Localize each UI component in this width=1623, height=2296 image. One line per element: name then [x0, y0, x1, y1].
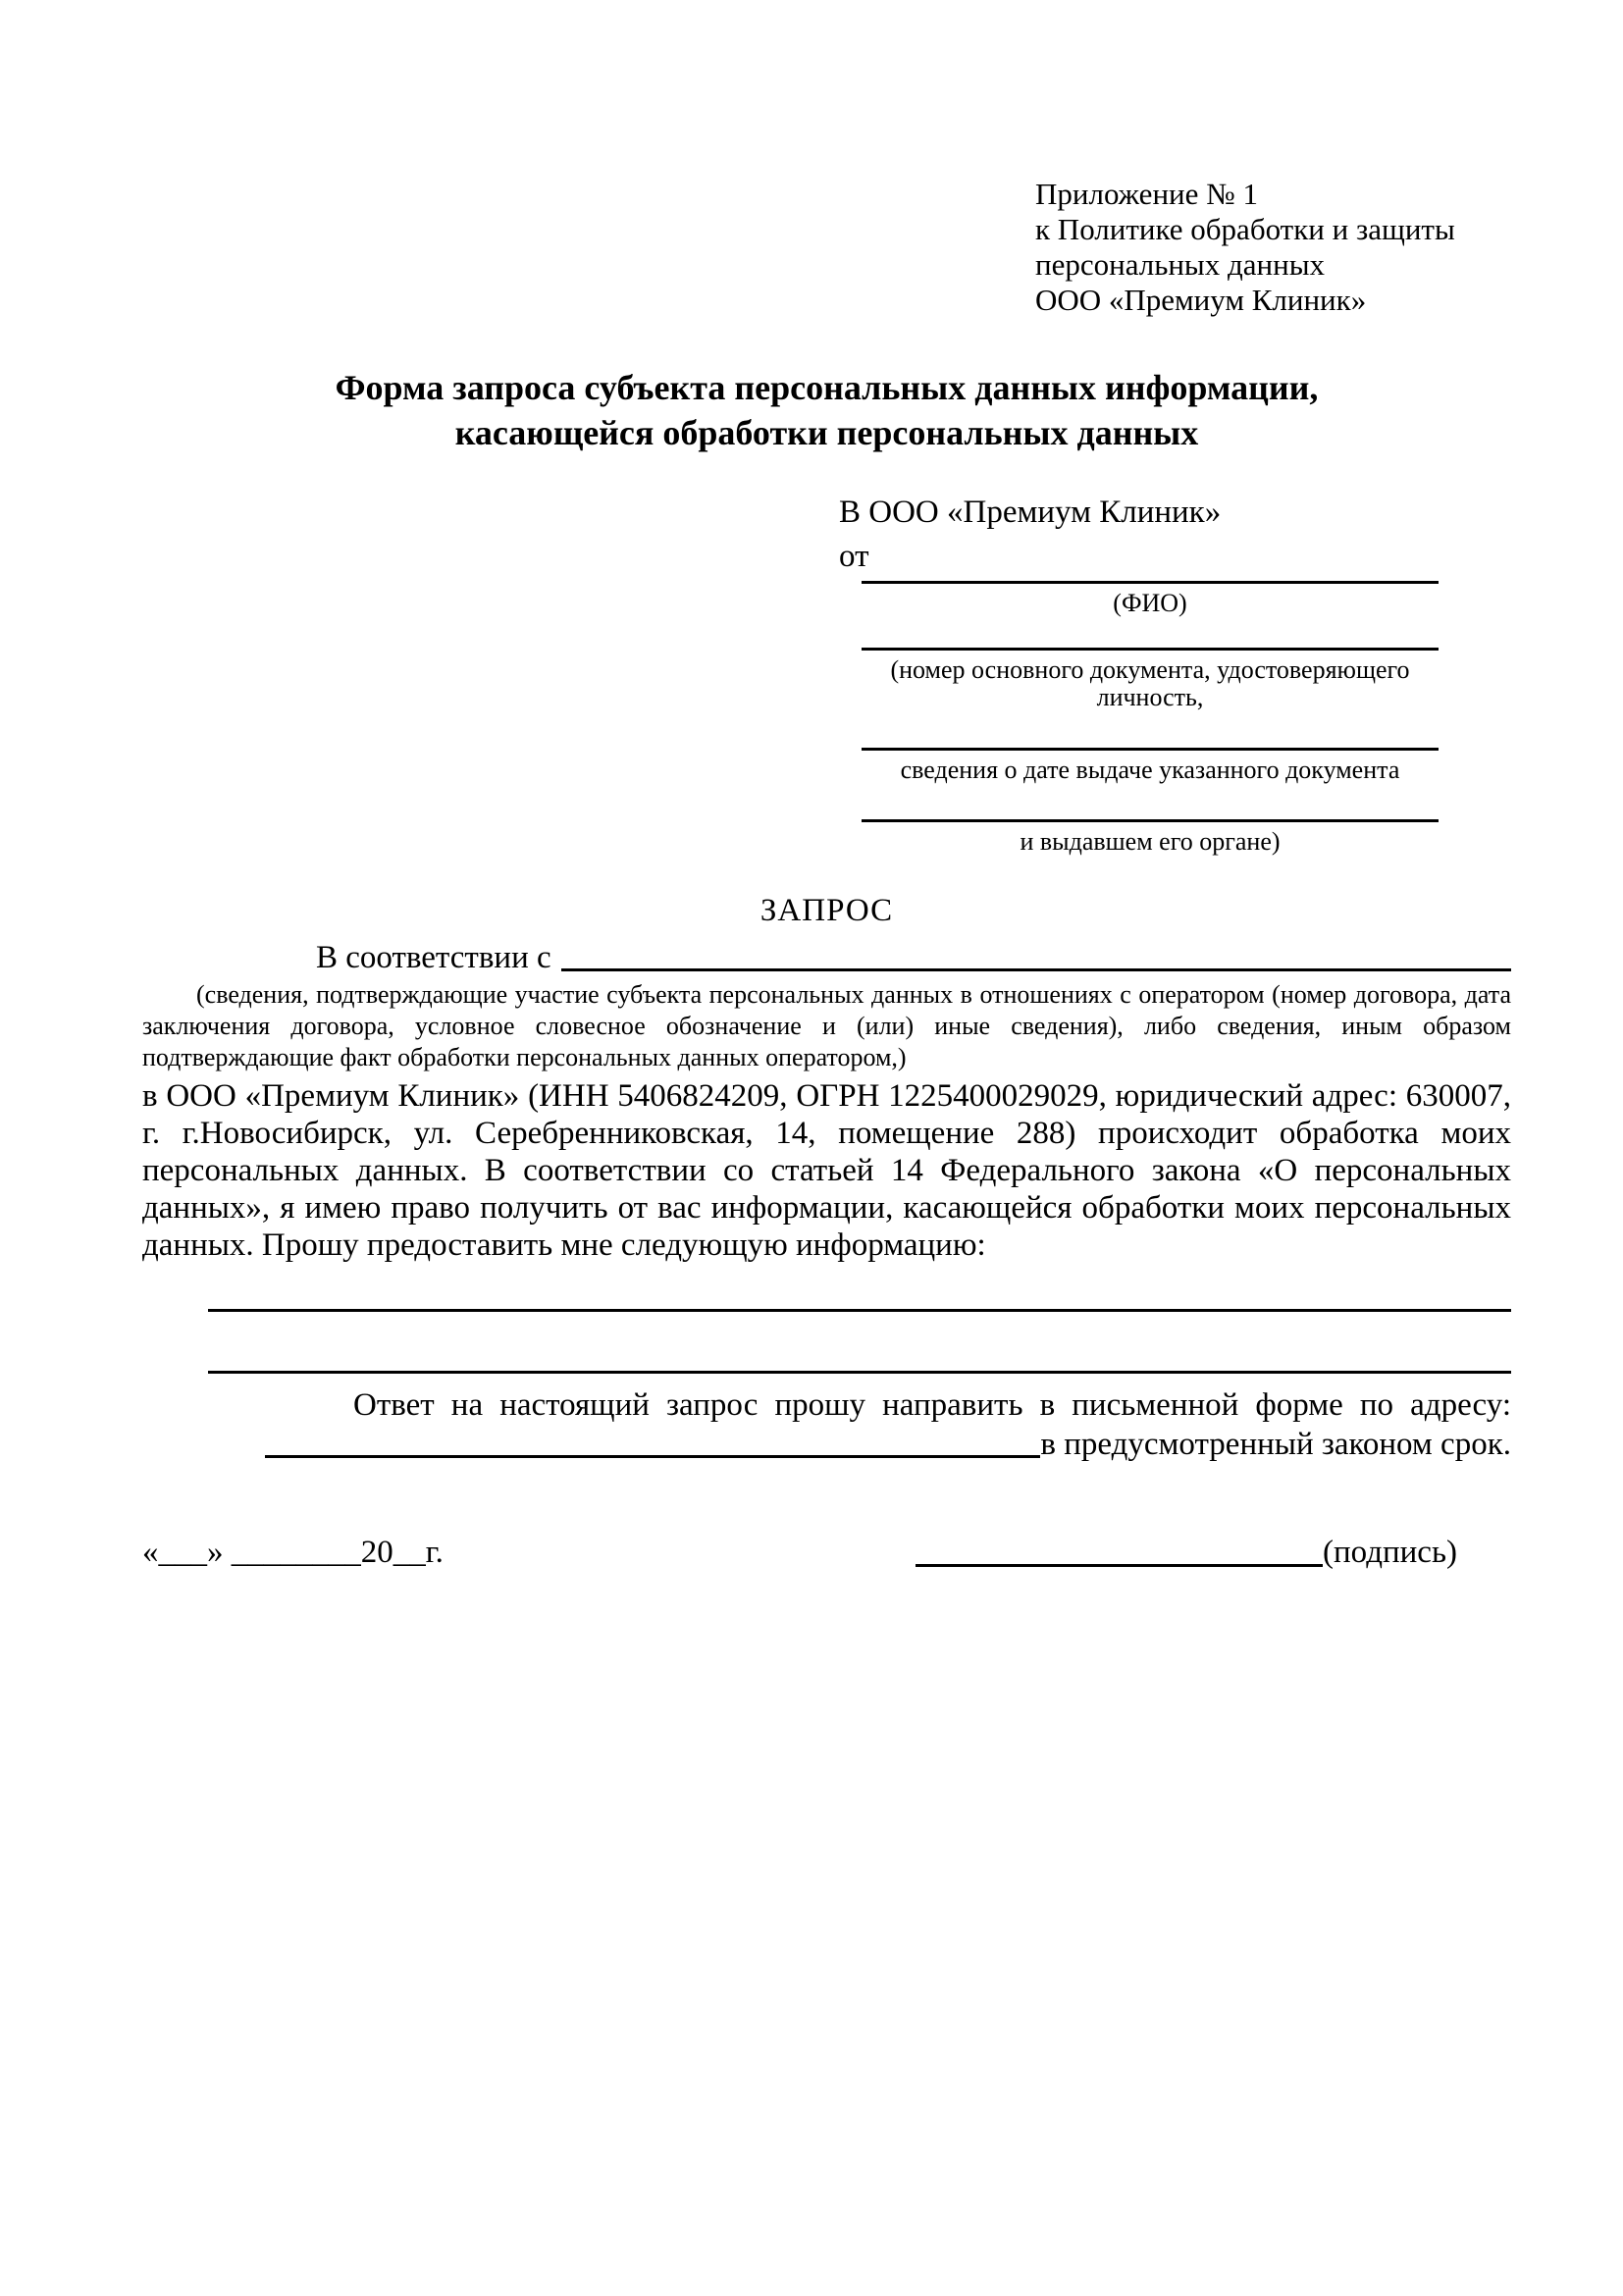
- document-content: [142, 0, 1511, 1572]
- accordance-blank-line: [561, 938, 1511, 971]
- issuing-authority-blank-line: [862, 819, 1439, 822]
- fio-blank-line: [862, 581, 1439, 584]
- fio-field: [862, 581, 1439, 617]
- accordance-prefix: В соответствии с: [316, 940, 551, 975]
- signature-blank-line: [916, 1564, 1323, 1567]
- addressee-block: [839, 491, 1447, 856]
- reply-term-spacer: [142, 1425, 255, 1464]
- appendix-line-4: ООО «Премиум Клиник»: [1035, 283, 1367, 317]
- issue-date-field: [862, 748, 1439, 784]
- document-title: [142, 365, 1511, 455]
- document-title-line-2: касающейся обработки персональных данных: [454, 413, 1199, 452]
- accordance-line: [142, 938, 1511, 977]
- request-heading: ЗАПРОС: [759, 893, 894, 928]
- signature-group: [916, 1533, 1457, 1572]
- document-title-line-1: Форма запроса субъекта персональных данных информации,: [335, 368, 1319, 407]
- document-number-caption: (номер основного документа, удостоверяющего личность,: [890, 655, 1410, 711]
- appendix-line-2: к Политике обработки и защиты: [1035, 212, 1455, 246]
- requested-info-blank-line-2: [208, 1371, 1511, 1374]
- date-signature-row: [142, 1533, 1511, 1572]
- addressee-from-label: от: [839, 539, 869, 574]
- appendix-line-3: персональных данных: [1035, 247, 1326, 282]
- reply-address-sentence: Ответ на настоящий запрос прошу направить в письменной форме по адресу:: [353, 1387, 1511, 1423]
- request-body-paragraph: в ООО «Премиум Клиник» (ИНН 5406824209, ОГРН 1225400029029, юридический адрес: 630007, г. г.Новосибирск, ул. Серебренниковская, 14, помещение 288) происходит обработка моих персональных данных. В соответствии со статьей 14 Федерального закона «О персональных данных», я имею право получить от вас информации, касающейся обработки моих персональных данных. Прошу предоставить мне следующую информацию:: [142, 1078, 1511, 1263]
- signature-caption: (подпись): [1323, 1535, 1457, 1570]
- document-number-blank-line: [862, 648, 1439, 651]
- date-blank: «___» ________20__г.: [142, 1535, 444, 1570]
- issuing-authority-caption: и выдавшем его органе): [1020, 827, 1281, 856]
- issue-date-blank-line: [862, 748, 1439, 751]
- addressee-to: В ООО «Премиум Клиник»: [839, 495, 1222, 530]
- reply-term-line: [142, 1425, 1511, 1464]
- appendix-block: [1035, 177, 1511, 318]
- issue-date-caption: сведения о дате выдаче указанного документа: [900, 756, 1400, 784]
- requested-info-blank-line-1: [208, 1309, 1511, 1312]
- reply-term-text: в предусмотренный законом срок.: [1040, 1427, 1511, 1462]
- accordance-fine-print: (сведения, подтверждающие участие субъекта персональных данных в отношениях с оператором (номер договора, дата заключения договора, условное словесное обозначение и (или) иные сведения), либо сведения, иным образом подтверждающие факт обработки персональных данных оператором,): [142, 980, 1511, 1071]
- appendix-line-1: Приложение № 1: [1035, 177, 1258, 211]
- fio-caption: (ФИО): [1113, 589, 1187, 617]
- reply-address-blank-line: [265, 1425, 1040, 1458]
- document-number-field: [862, 648, 1439, 711]
- issuing-authority-field: [862, 819, 1439, 856]
